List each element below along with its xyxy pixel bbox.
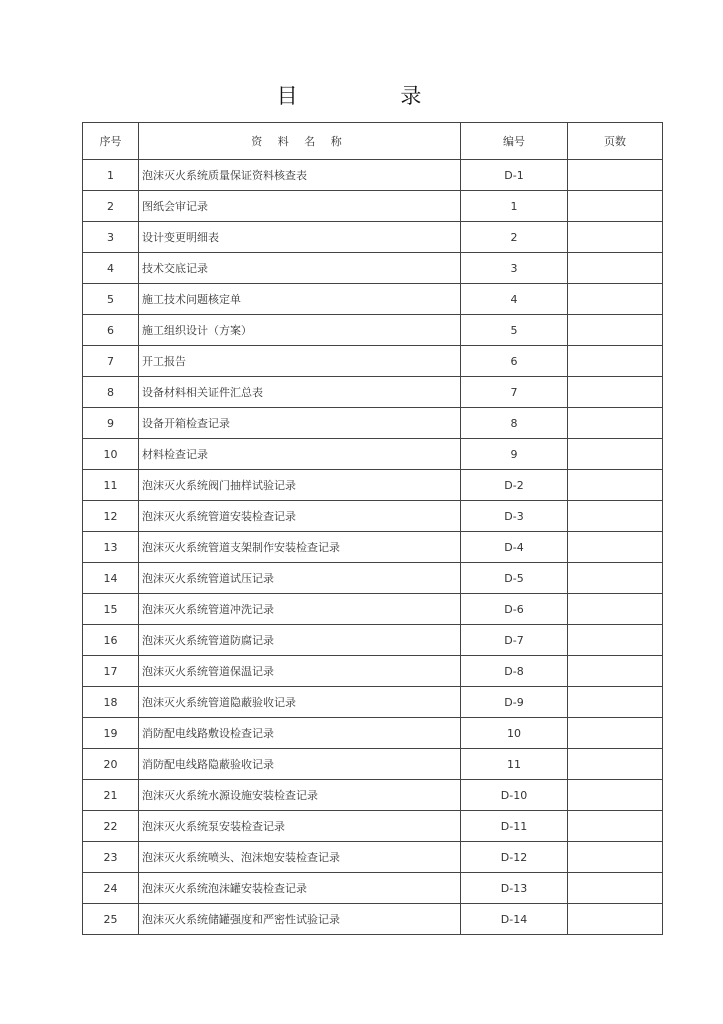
- cell-seq: 14: [83, 563, 139, 594]
- cell-pages: [568, 842, 663, 873]
- cell-seq: 9: [83, 408, 139, 439]
- cell-number: 8: [461, 408, 568, 439]
- cell-seq: 22: [83, 811, 139, 842]
- cell-pages: [568, 470, 663, 501]
- cell-number: D-9: [461, 687, 568, 718]
- cell-number: D-3: [461, 501, 568, 532]
- cell-pages: [568, 563, 663, 594]
- cell-pages: [568, 718, 663, 749]
- cell-number: D-6: [461, 594, 568, 625]
- toc-table: [82, 122, 663, 935]
- cell-name: 泡沫灭火系统泵安装检查记录: [139, 811, 461, 842]
- cell-name: 泡沫灭火系统阀门抽样试验记录: [139, 470, 461, 501]
- cell-pages: [568, 284, 663, 315]
- cell-name: 泡沫灭火系统喷头、泡沫炮安装检查记录: [139, 842, 461, 873]
- cell-name: 泡沫灭火系统储罐强度和严密性试验记录: [139, 904, 461, 935]
- cell-name: 泡沫灭火系统管道试压记录: [139, 563, 461, 594]
- cell-number: 7: [461, 377, 568, 408]
- table-row: [83, 408, 663, 439]
- table-row: [83, 160, 663, 191]
- cell-number: 5: [461, 315, 568, 346]
- cell-number: D-11: [461, 811, 568, 842]
- table-row: [83, 842, 663, 873]
- cell-seq: 5: [83, 284, 139, 315]
- cell-pages: [568, 811, 663, 842]
- cell-name: 设备开箱检查记录: [139, 408, 461, 439]
- cell-name: 泡沫灭火系统管道安装检查记录: [139, 501, 461, 532]
- table-row: [83, 377, 663, 408]
- cell-number: D-8: [461, 656, 568, 687]
- cell-name: 施工技术问题核定单: [139, 284, 461, 315]
- cell-name: 泡沫灭火系统管道保温记录: [139, 656, 461, 687]
- cell-name: 图纸会审记录: [139, 191, 461, 222]
- cell-seq: 21: [83, 780, 139, 811]
- cell-name: 泡沫灭火系统管道隐蔽验收记录: [139, 687, 461, 718]
- cell-number: D-5: [461, 563, 568, 594]
- table-row: [83, 873, 663, 904]
- table-row: [83, 904, 663, 935]
- cell-number: 2: [461, 222, 568, 253]
- cell-pages: [568, 160, 663, 191]
- cell-seq: 16: [83, 625, 139, 656]
- table-row: [83, 532, 663, 563]
- cell-pages: [568, 532, 663, 563]
- table-row: [83, 470, 663, 501]
- cell-pages: [568, 873, 663, 904]
- cell-pages: [568, 749, 663, 780]
- cell-pages: [568, 408, 663, 439]
- table-row: [83, 594, 663, 625]
- table-row: [83, 780, 663, 811]
- table-body: [83, 160, 663, 935]
- cell-seq: 7: [83, 346, 139, 377]
- cell-name: 泡沫灭火系统泡沫罐安装检查记录: [139, 873, 461, 904]
- cell-seq: 8: [83, 377, 139, 408]
- cell-number: D-14: [461, 904, 568, 935]
- table-row: [83, 811, 663, 842]
- table-row: [83, 253, 663, 284]
- cell-name: 设计变更明细表: [139, 222, 461, 253]
- cell-name: 施工组织设计（方案）: [139, 315, 461, 346]
- cell-number: D-13: [461, 873, 568, 904]
- cell-seq: 15: [83, 594, 139, 625]
- table-row: [83, 687, 663, 718]
- cell-seq: 6: [83, 315, 139, 346]
- cell-number: 9: [461, 439, 568, 470]
- cell-name: 泡沫灭火系统管道支架制作安装检查记录: [139, 532, 461, 563]
- cell-number: 4: [461, 284, 568, 315]
- page-title: 目 录: [276, 84, 470, 108]
- cell-number: D-7: [461, 625, 568, 656]
- table-row: [83, 284, 663, 315]
- cell-name: 泡沫灭火系统质量保证资料核查表: [139, 160, 461, 191]
- cell-seq: 1: [83, 160, 139, 191]
- cell-seq: 11: [83, 470, 139, 501]
- cell-name: 消防配电线路敷设检查记录: [139, 718, 461, 749]
- table-row: [83, 191, 663, 222]
- cell-number: D-12: [461, 842, 568, 873]
- cell-number: 3: [461, 253, 568, 284]
- header-pages: 页数: [568, 123, 663, 160]
- table-row: [83, 501, 663, 532]
- table-row: [83, 315, 663, 346]
- table-row: [83, 718, 663, 749]
- cell-seq: 20: [83, 749, 139, 780]
- cell-pages: [568, 222, 663, 253]
- cell-seq: 3: [83, 222, 139, 253]
- cell-seq: 17: [83, 656, 139, 687]
- cell-pages: [568, 687, 663, 718]
- cell-name: 消防配电线路隐蔽验收记录: [139, 749, 461, 780]
- table-row: [83, 625, 663, 656]
- cell-name: 设备材料相关证件汇总表: [139, 377, 461, 408]
- table-row: [83, 346, 663, 377]
- cell-seq: 25: [83, 904, 139, 935]
- cell-seq: 2: [83, 191, 139, 222]
- table-row: [83, 439, 663, 470]
- cell-name: 泡沫灭火系统管道冲洗记录: [139, 594, 461, 625]
- cell-number: D-4: [461, 532, 568, 563]
- cell-pages: [568, 780, 663, 811]
- cell-pages: [568, 315, 663, 346]
- cell-seq: 24: [83, 873, 139, 904]
- cell-number: 10: [461, 718, 568, 749]
- cell-pages: [568, 594, 663, 625]
- cell-pages: [568, 904, 663, 935]
- table-row: [83, 222, 663, 253]
- cell-number: 11: [461, 749, 568, 780]
- cell-seq: 10: [83, 439, 139, 470]
- header-seq: 序号: [83, 123, 139, 160]
- header-number: 编号: [461, 123, 568, 160]
- table-row: [83, 749, 663, 780]
- cell-pages: [568, 501, 663, 532]
- cell-pages: [568, 656, 663, 687]
- header-name: 资 料 名 称: [139, 123, 461, 160]
- cell-pages: [568, 346, 663, 377]
- cell-name: 材料检查记录: [139, 439, 461, 470]
- cell-name: 技术交底记录: [139, 253, 461, 284]
- cell-name: 泡沫灭火系统水源设施安装检查记录: [139, 780, 461, 811]
- cell-pages: [568, 253, 663, 284]
- table-header-row: [83, 123, 663, 160]
- cell-name: 泡沫灭火系统管道防腐记录: [139, 625, 461, 656]
- cell-number: D-2: [461, 470, 568, 501]
- cell-pages: [568, 191, 663, 222]
- cell-seq: 12: [83, 501, 139, 532]
- cell-number: 6: [461, 346, 568, 377]
- table-row: [83, 656, 663, 687]
- cell-seq: 23: [83, 842, 139, 873]
- cell-number: D-10: [461, 780, 568, 811]
- cell-seq: 13: [83, 532, 139, 563]
- cell-number: 1: [461, 191, 568, 222]
- cell-pages: [568, 439, 663, 470]
- cell-seq: 19: [83, 718, 139, 749]
- cell-seq: 18: [83, 687, 139, 718]
- cell-pages: [568, 377, 663, 408]
- cell-seq: 4: [83, 253, 139, 284]
- cell-pages: [568, 625, 663, 656]
- cell-name: 开工报告: [139, 346, 461, 377]
- cell-number: D-1: [461, 160, 568, 191]
- table-row: [83, 563, 663, 594]
